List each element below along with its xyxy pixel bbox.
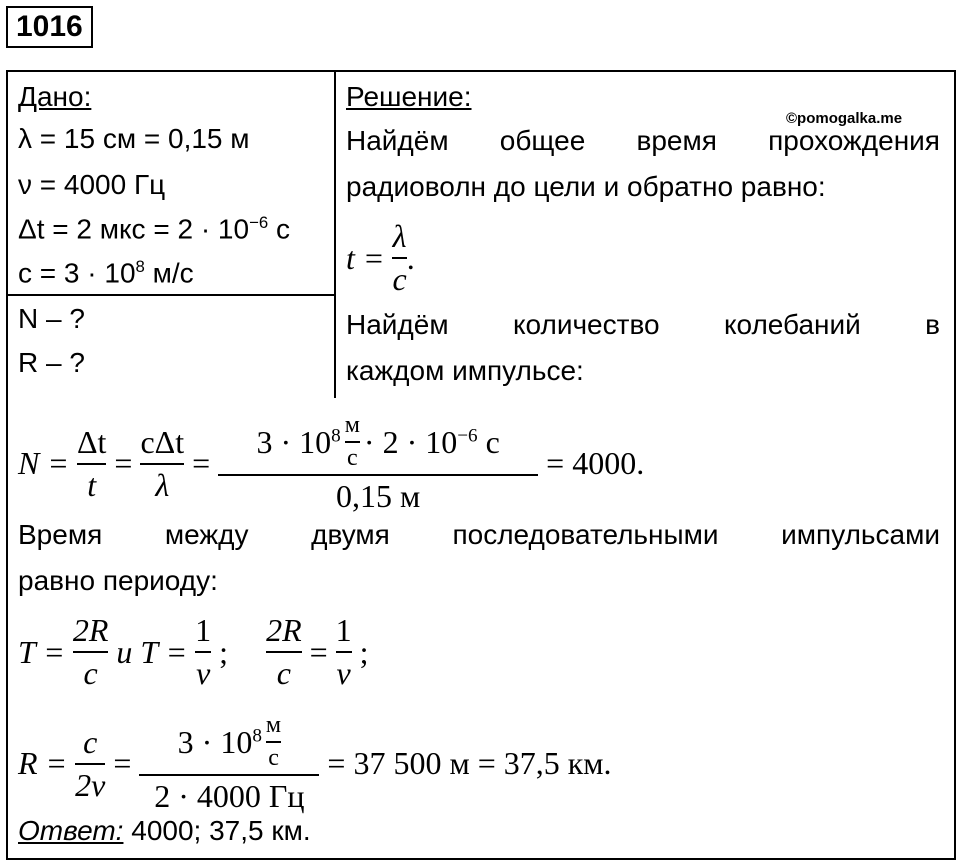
- given-pulse-duration: Δt = 2 мкс = $2 \cdot 10^{-6}$ с: [18, 213, 290, 245]
- solution-paragraph-1-line-2: радиоволн до цели и обратно равно:: [346, 171, 826, 202]
- answer-line: [18, 816, 311, 847]
- solution-paragraph-3: Время между двумя последовательными импульсами: [18, 519, 940, 550]
- answer-label: Ответ:: [18, 815, 124, 846]
- answer-value: 4000; 37,5 км.: [123, 815, 311, 846]
- solution-title: Решение:: [346, 81, 472, 112]
- watermark: ©pomogalka.me: [786, 110, 903, 127]
- problem-number: 1016: [6, 6, 93, 48]
- find-n: N – ?: [18, 303, 85, 334]
- formula-period: T = $\frac{2R}{c}$ и T = $\frac{1}{\nu}$ ; $\frac{2R}{c}$ = $\frac{1}{\nu}$ ;: [18, 612, 369, 691]
- given-light-speed: $c = 3 \cdot 10^8$ м/с: [18, 257, 194, 289]
- formula-distance: R = $\frac{c}{2\nu}$ = $3 \cdot 10^8$ $\frac{м}{с}$ 2 · 4000 Гц = 37 500 м = 37,5 км.: [18, 712, 612, 814]
- given-frequency: ν = 4000 Гц: [18, 169, 166, 200]
- solution-paragraph-1: Найдём общее время прохождения: [346, 125, 940, 156]
- formula-oscillations: N = $\frac{\Delta t}{t}$ = $\frac{\text{cΔt}}{\lambda}$ = $3 \cdot 10^8$ $\frac{м}{с}$ · $2 \cdot 10^{-6}$ с 0,15 м = 4000.: [18, 412, 645, 514]
- given-find-divider: [6, 294, 336, 296]
- column-divider: [334, 70, 336, 398]
- find-r: R – ?: [18, 347, 85, 378]
- formula-time: t = $\frac{\lambda}{c}$ .: [346, 218, 415, 297]
- solution-paragraph-2-line-2: каждом импульсе:: [346, 355, 584, 386]
- given-title: Дано:: [18, 81, 92, 112]
- solution-paragraph-2: Найдём количество колебаний в: [346, 309, 940, 340]
- solution-paragraph-3-line-2: равно периоду:: [18, 565, 218, 596]
- given-wavelength: λ = 15 см = 0,15 м: [18, 123, 250, 154]
